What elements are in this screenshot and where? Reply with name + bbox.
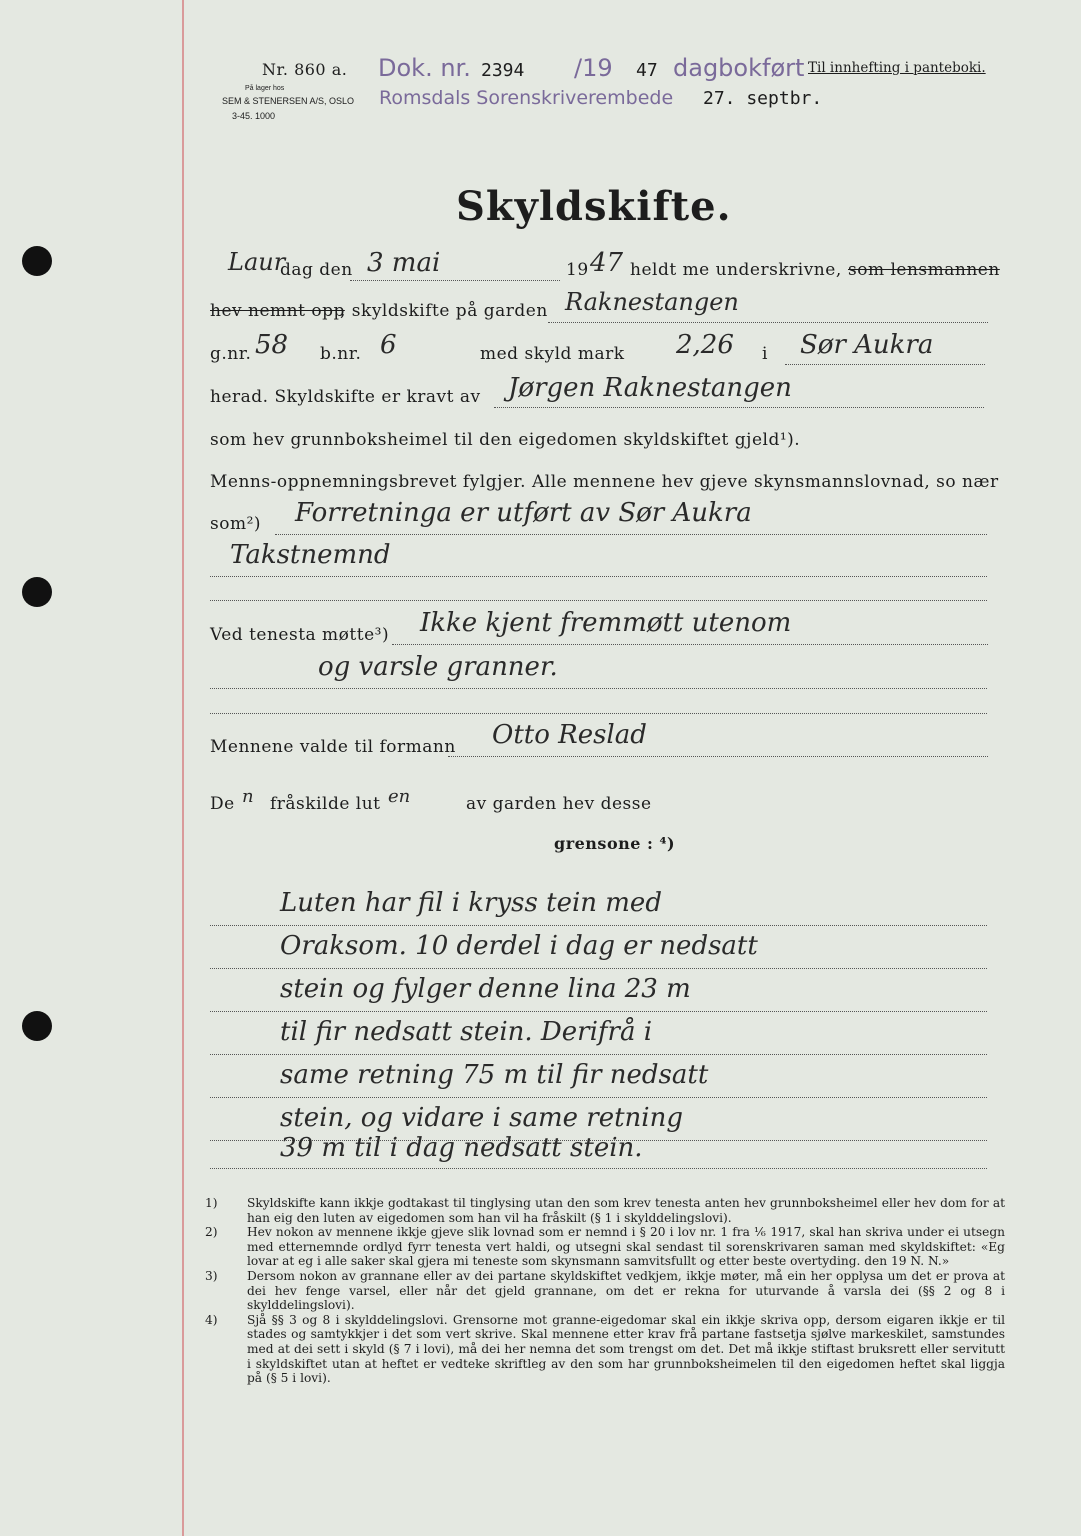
som-line-3 [210, 600, 987, 601]
red-margin-line [182, 0, 184, 1536]
footnote [205, 1269, 1005, 1313]
stamp-dagbokfort: dagbokført [673, 54, 805, 82]
boundary-line-4: til fir nedsatt stein. Derifrå i [280, 1017, 653, 1047]
boundary-rule [210, 925, 987, 926]
doc-number: 2394 [481, 60, 525, 81]
handwritten-date: 3 mai [367, 248, 441, 278]
footnote [205, 1313, 1005, 1386]
footnote-text: Skyldskifte kann ikkje godtakast til tinglysing utan den som krev tenesta anten hev grunnboksheimel eller hev dom for at han eig den luten av eigedomen som han vil ha fråskilt (§ 1 i skylddelingslovi). [247, 1196, 1005, 1225]
handwritten-tenesta-2: og varsle granner. [318, 652, 558, 682]
handwritten-formann: Otto Reslad [492, 720, 647, 750]
handwritten-som-1: Forretninga er utført av Sør Aukra [295, 498, 752, 528]
boundary-rule [210, 1097, 987, 1098]
footnote-number: 2) [205, 1225, 218, 1240]
punch-hole [22, 1011, 52, 1041]
stamp-office: Romsdals Sorenskriverembede [379, 87, 674, 109]
boundary-rule [210, 1168, 987, 1169]
footnote-number: 4) [205, 1312, 218, 1327]
label-som: som²) [210, 514, 262, 534]
boundary-line-6: stein, og vidare i same retning [280, 1103, 683, 1133]
label-dag-den: dag den [280, 260, 353, 280]
handwritten-day: Laur [228, 248, 286, 276]
boundary-rule [210, 1011, 987, 1012]
tenesta-line-1 [392, 644, 988, 645]
handwritten-requester: Jørgen Raknestangen [508, 373, 792, 403]
punch-hole [22, 246, 52, 276]
footnote-text: Hev nokon av mennene ikkje gjeve slik lovnad som er nemnd i § 20 i lov nr. 1 fra ⅙ 1917, skal han skriva under ei utsegn med etternemnde ordlyd fyrr tenesta vert haldi, og utsegni skal sendast til sorenskrivaren saman med skyldskiftet: «Eg lovar at eg i alle saker skal gjera mi teneste som skynsmann samvitsfullt og etter beste overtyding. den 19 N. N.» [247, 1225, 1005, 1269]
label-tenesta: Ved tenesta møtte³) [210, 625, 390, 645]
som-line-2 [210, 576, 987, 577]
label-heldt: heldt me underskrivne, [630, 260, 842, 280]
printer-line: På lager hos [245, 85, 285, 92]
boundary-line-5: same retning 75 m til fir nedsatt [280, 1060, 709, 1090]
handwritten-gnr: 58 [255, 330, 289, 360]
handwritten-n: n [242, 786, 254, 807]
herad-line [785, 364, 985, 365]
label-fraskilde-lut: fråskilde lut [270, 794, 381, 814]
label-av-garden: av garden hev desse [466, 794, 652, 814]
som-line-1 [275, 534, 987, 535]
struck-hev-nemnt: hev nemnt opp [210, 301, 345, 321]
label-i: i [762, 344, 768, 364]
struck-lensmannen: som lensmannen [848, 260, 1000, 280]
label-grunnboksheimel: som hev grunnboksheimel til den eigedomen skyldskiftet gjeld¹). [210, 430, 801, 450]
handwritten-som-2: Takstnemnd [230, 540, 391, 570]
stamp-year-prefix: /19 [574, 54, 613, 82]
typed-date: 27. septbr. [703, 88, 823, 109]
tenesta-line-2 [210, 688, 987, 689]
doc-year: 47 [636, 60, 658, 81]
label-year-prefix: 19 [566, 260, 589, 280]
label-menns-oppnemning: Menns-oppnemningsbrevet fylgjer. Alle mennene hev gjeve skynsmannslovnad, so nær [210, 472, 999, 492]
requester-line [494, 407, 984, 408]
handwritten-herad: Sør Aukra [800, 330, 934, 360]
footnote-text: Dersom nokon av grannane eller av dei partane skyldskiftet vedkjem, ikkje møter, må ein her opplysa um det er prova at dei hev fenge varsel, eller når det gjeld grannane, om det er rekna for uturvande å varsla dei (§§ 2 og 8 i skylddelingslovi). [247, 1268, 1005, 1313]
printer-line: SEM & STENERSEN A/S, OSLO [222, 96, 355, 106]
footnote [205, 1225, 1005, 1269]
label-gnr: g.nr. [210, 344, 252, 364]
label-de: De [210, 794, 235, 814]
footnote-number: 1) [205, 1196, 218, 1210]
handwritten-year: 47 [590, 248, 624, 278]
date-line [350, 280, 560, 281]
footnotes [205, 1196, 1005, 1386]
handwritten-skyld: 2,26 [676, 330, 734, 360]
label-skyld: med skyld mark [480, 344, 625, 364]
label-grensone: grensone : ⁴) [554, 834, 676, 853]
formann-line [448, 756, 988, 757]
label-skyldskifte-garden: , skyldskifte på garden [340, 301, 548, 321]
printer-line: 3-45. 1000 [232, 111, 276, 121]
handwritten-bnr: 6 [380, 330, 397, 360]
label-formann: Mennene valde til formann [210, 737, 456, 757]
handwritten-farm: Raknestangen [565, 288, 739, 316]
punch-hole [22, 577, 52, 607]
boundary-rule [210, 1054, 987, 1055]
boundary-rule [210, 968, 987, 969]
boundary-line-1: Luten har fil i kryss tein med [280, 888, 662, 918]
footnote-text: Sjå §§ 3 og 8 i skylddelingslovi. Grensorne mot granne-eigedomar skal ein ikkje skriva opp, dersom eigaren ikkje er til stades og samtykkjer i det som vert skrive. Skal mennene etter krav frå partane fastsetja sjølve markeskilet, samstundes med at dei sett i skyld (§ 7 i lovi), må dei her nemna det som trengst om det. Det må ikkje stiftast bruksrett eller servitutt i skyldskiftet utan at heftet er vedteke skriftleg av den som har grunnboksheimelen til den eigedomen heftet skal liggja på (§ 5 i lovi). [247, 1312, 1005, 1386]
tenesta-line-3 [210, 713, 987, 714]
boundary-line-3: stein og fylger denne lina 23 m [280, 974, 691, 1004]
farm-line [548, 322, 988, 323]
handwritten-tenesta-1: Ikke kjent fremmøtt utenom [420, 608, 792, 638]
page-title: Skyldskifte. [456, 183, 732, 230]
stamp-dok-nr: Dok. nr. [378, 54, 471, 82]
footnote-number: 3) [205, 1268, 218, 1283]
handwritten-en: en [388, 786, 411, 807]
label-bnr: b.nr. [320, 344, 362, 364]
boundary-line-2: Oraksom. 10 derdel i dag er nedsatt [280, 931, 758, 961]
label-herad-kravt: herad. Skyldskifte er kravt av [210, 387, 481, 407]
footnote [205, 1196, 1005, 1225]
binding-note: Til innhefting i panteboki. [808, 60, 986, 76]
form-number: Nr. 860 a. [262, 60, 348, 79]
boundary-line-7: 39 m til i dag nedsatt stein. [280, 1133, 643, 1163]
